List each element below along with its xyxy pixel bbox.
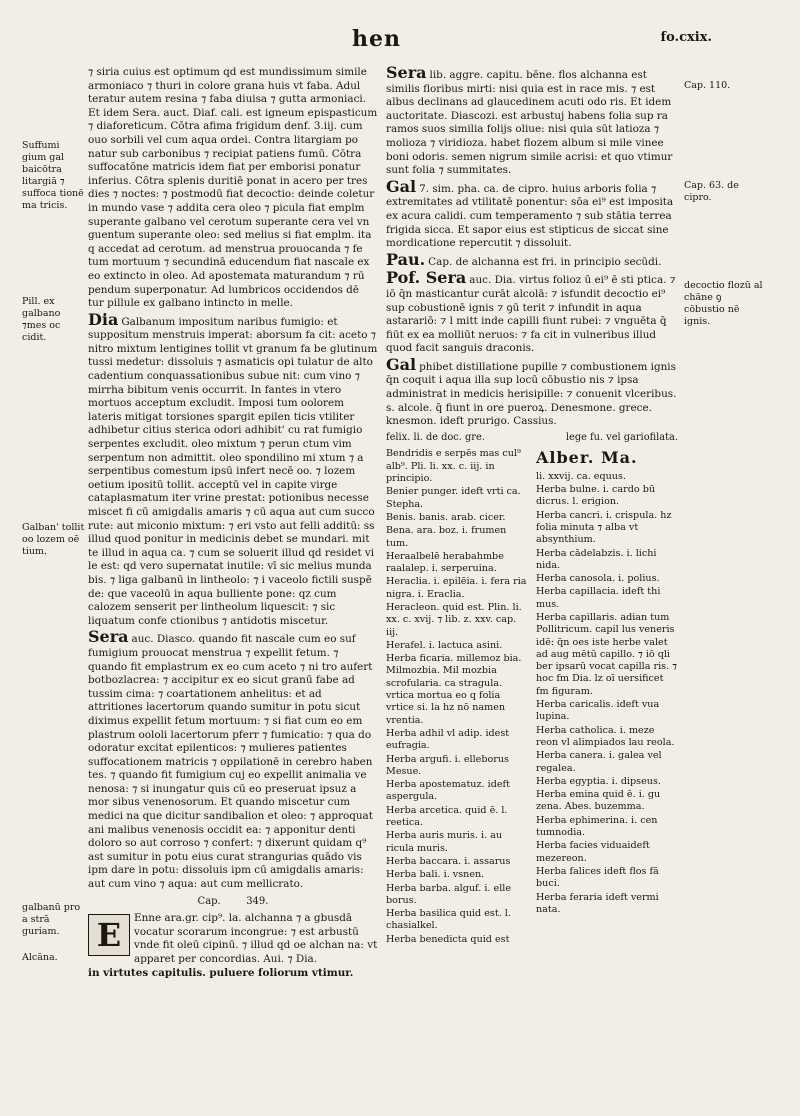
glossary-entry: Herba ficaria. millemoz bia. Milmozbia. Mil mozbia scrofularia. ca stragula. vrtica mortua eo q folia vrtice si. la hz nō namen vrentia. — [386, 653, 522, 726]
paragraph: E Enne ara.gr. cip⁹. la. alchanna ⁊ a gbusdā vocatur scorarum incongrue: ⁊ est arbustū vnde fit oleū cipinū. ⁊ illud qd oe alchan na: vt apparet per concordias. Aui. ⁊ Dia. — [88, 912, 378, 966]
glossary-entry: Herba ephimerina. i. cen tumnodia. — [536, 814, 658, 839]
glossary-right — [536, 448, 678, 947]
right-margin-note: Cap. 63. de cipro. — [684, 180, 739, 203]
glossary-entry: Herba canera. i. galea vel regalea. — [536, 750, 662, 774]
glossary-entry: Herba benedicta quid est — [386, 933, 510, 945]
glossary-entry: Herba facies viduaideft mezereon. — [536, 840, 650, 864]
paragraph: Dia Galbanum impositum naribus fumigio: et suppositum menstruis imperat: aborsum fa cit: aceto ⁊ nitro mixtum lentigines tollit vt granum fa be glutinum tussi medetur: dissoluis ⁊ asmaticis opi tulatur de alto cadentium conquassationibus subue nit: cum vino ⁊ mirrha bibitum venis occurrit. In fantes in vtero mortuos acceptum excludit. Imposi tum oolorem lateris mitigat torsiones spargit epilen ticis vtiliter adhibetur citius sterica odori adhibit' cu rat fumigio serpentes excludit. oleo mixtum ⁊ perun ctum vim serpentum non admittit. oleo spondilino mi xtum ⁊ a serpentibus comestum ipsū infert necē oo. ⁊ lozem oetium ipositū tollit. acceptū vel in capite virge cataplasmatum iter vrine prestat: potionibus necesse miscet fi cū amigdalis amaris ⁊ cū aqua aut cum succo rute: aut miconio mixtum: ⁊ eri vsto aut felli additū: ss illud quod ponitur in medicinis debet se mundari. mit te illud in aqua ca. ⁊ cum se soluerit illud qd residet vi le est: qd vero supernatat inutile: vī sic melius munda bis. ⁊ liga galbanū in lintheolo: ⁊ i vaceolo fictili suspē de: que vaceolū in aqua bulliente pone: qz cum calozem senserit per lintheolum liquescit: ⁊ sic liquatum confe ctionibus ⁊ antidotis miscetur. — [88, 309, 378, 627]
glossary-entry: Heracleon. quid est. Plin. li. xx. c. xvij. ⁊ lib. z. xxv. cap. iij. — [386, 602, 522, 638]
glossary-entry: Herba falices ideft flos fā buci. — [536, 865, 659, 890]
glossary-entry: Herba feraria ideft vermi nata. — [536, 891, 659, 915]
section-head-alber: Alber. Ma. — [536, 448, 638, 468]
glossary-entry: Benis. banis. arab. cicer. — [386, 511, 506, 523]
left-margin-note: Alcāna. — [22, 952, 58, 963]
glossary-entry: Heraalbelē herabahmbe raalalep. i. serperuina. — [386, 550, 504, 575]
paragraph: ⁊ siria cuius est optimum qd est mundissimum simile armoniaco ⁊ thuri in colore grana huis vt faba. Adul teratur autem resina ⁊ faba diuisa ⁊ gutta armoniaci. Et idem Sera. auct. Diaf. cali. est igneum epispasticum ⁊ diaforeticum. Cōtra afima frigidum denf. 3.iij. cum ouo sorbili vel cum aqua ordei. Contra litargiam po natur sub carbonibus ⁊ recipiat patiens fumū. Cōtra suffocatōne matricis idem fiat per emborisi ponatur inferius. Cōtra splenis duritiē ponat in acero per tres dies ⁊ noctes: ⁊ postmodū fiat decoctio: deinde coletur in mundo vase ⁊ addita cera oleo ⁊ picula fiat emplm superante galbano vel cerotum superante cera vel vn guentum superante oleo: sed melius si fiat emplm. ita q accedat ad cerotum. ad menstrua prouocanda ⁊ fe tum mortuum ⁊ secundinā educendum fiat nascale ex eo extincto in oleo. Ad apostemata maturandum ⁊ rū pendum superponatur. Ad lumbricos occidendos dē tur pillule ex galbano intincto in melle. — [88, 66, 378, 310]
glossary-entry: Herba canosola. i. polius. — [536, 573, 660, 585]
section-head-dia: Dia — [88, 309, 119, 329]
right-margin-note: decoctio flozū al chāne ꝯ cōbustio nē ignis. — [684, 280, 763, 327]
left-margin-note: Galban' tollit oo lozem oē tium. — [22, 522, 85, 557]
glossary-entry: Herba basilica quid est. l. chasialkel. — [386, 908, 511, 932]
glossary-entry: Herba cādelabzis. i. lichi nida. — [536, 547, 657, 571]
glossary-entry: Herba barba. alguf. i. elle borus. — [386, 882, 512, 906]
glossary-entry: Herba capillaris. adian tum Pollitricum. capil lus veneris idē: q̄n oes iste herbe valet ad aug mētū capillo. ⁊ iō qli ber ipsarū vocat capilla ris. ⁊ hoc fm Dia. lz oī uersificet fm figuram. — [536, 612, 677, 697]
glossary-entry: Herba bali. i. vsnen. — [386, 869, 485, 881]
section-head-pau: Pau. — [386, 249, 426, 269]
felix-line: felix. li. de doc. gre. lege fu. vel gariofilata. — [386, 431, 678, 443]
glossary-entry: Herba bulne. i. cardo bū dicrus. l. erigion. — [536, 484, 656, 508]
glossary-entry: Herba egyptia. i. dipseus. — [536, 775, 661, 787]
paragraph: in virtutes capitulis. puluere foliorum vtimur. — [88, 966, 354, 979]
section-head-gal: Gal — [386, 176, 417, 196]
glossary-columns — [386, 448, 678, 947]
glossary-entry: Herba auris muris. i. au ricula muris. — [386, 830, 503, 854]
glossary-entry: Herba catholica. i. meze reon vl alimpiados lau reola. — [536, 724, 675, 748]
section-head-pof-sera: Pof. Sera — [386, 268, 467, 288]
running-head: hen — [352, 26, 401, 52]
section-head-gal: Gal — [386, 354, 417, 374]
left-margin-note: Suffumi gium gal baicōtra litargiā ⁊ suffoca tionē ma tricis. — [22, 140, 84, 211]
paragraph: Gal 7. sim. pha. ca. de cipro. huius arboris folia ⁊ extremitates ad vtilitatē ponentur: sōa ei⁹ est imposita ex acura calidi. cum temperamento ⁊ sub stātia terrea frigida sicca. Et sapor eius est stipticus de siccat sine mordicatione repercutit ⁊ dissoluit. — [386, 176, 674, 250]
glossary-entry: Herba argufi. i. elleborus Mesue. — [386, 753, 509, 777]
glossary-entry: Herba adhil vl adip. idest eufragia. — [386, 727, 510, 752]
glossary-entry: Herba baccara. i. assarus — [386, 855, 511, 867]
paragraph: Pof. Sera auc. Dia. virtus folioz ū ei⁹ ē sti ptica. ⁊ iō q̄n masticantur curāt alcolā: ⁊ isfundit decoctio ei⁹ sup cobustionē ignis ⁊ ꝯū terit ⁊ infundit in aqua astarariō: ⁊ l mitt inde capilli fiunt rubei: ⁊ vnguēta q̄ fiūt ex ea molliūt neruos: ⁊ fa cit in vulneribus illud quod facit sanguis draconis. — [386, 268, 676, 355]
glossary-entry: Benier punger. ideft vrti ca. Stepha. — [386, 486, 521, 510]
section-head-sera: Sera — [88, 627, 129, 647]
left-margin-note: Pill. ex galbano ⁊mes oc cidit. — [22, 296, 61, 343]
paragraph: Pau. Cap. de alchanna est fri. in principio secūdi. — [386, 249, 662, 269]
glossary-entry: Bendridis e serpēs mas cul⁹ alb⁹. Pli. li. xx. c. iij. in principio. — [386, 448, 521, 485]
middle-column — [386, 63, 678, 947]
left-column — [88, 66, 378, 980]
folio-number: fo.cxix. — [660, 30, 712, 45]
paragraph: Gal phibet distillatione pupille ⁊ combustionem ignis q̄n coquit i aqua illa sup locū cōbustio nis ⁊ ipsa administrat in medicis herisipille: ⁊ conuenit vlceribus. s. alcole. q̄ fiunt in ore pueroꝝ. Denesmone. grece. knesmon. ideft prurigo. Cassius. — [386, 354, 677, 428]
glossary-entry: Herafel. i. lactuca asini. — [386, 639, 503, 651]
paragraph: Sera auc. Diasco. quando fit nascale cum eo suf fumigium prouocat menstrua ⁊ expellit fetum. ⁊ quando fit emplastrum ex eo cum aceto ⁊ ni tro aufert botbozlacrea: ⁊ accipitur ex eo sicut granū fabe ad tussim cima: ⁊ coartationem anhelitus: et ad attritiones lacertorum quando sumitur in potu sicut diximus expellit fetum mortuum: ⁊ si fiat cum eo em plastrum oololi lacertorum pferr ⁊ fumicatio: ⁊ qua do odoratur excitat epilenticos: ⁊ mulieres patientes suffocationem matricis ⁊ oppilationē in cerebro haben tes. ⁊ quando fit fumigium cuj eo expellit animalia ve nenosa: ⁊ si inungatur quis cū eo preseruat ipsuz a mor sibus venenosorum. Et quando miscetur cum medici na que dicitur sandibalion et oleo: ⁊ approquat ani malibus venenosis occidit ea: ⁊ apponitur denti doloro so aut corroso ⁊ confert: ⁊ dixerunt quidam q⁹ ast sumitur in potu eius curat strangurias quādo vis ipm dare in potu: dissoluis ipm cū amigdalis amaris: aut cum vino ⁊ aqua: aut cum mellicrato. — [88, 627, 373, 891]
glossary-entry: Herba capillacia. ideft thi mus. — [536, 586, 661, 610]
glossary-entry: Bena. ara. boz. i. frumen tum. — [386, 525, 507, 549]
glossary-entry: Herba arcetica. quid ē. l. reetica. — [386, 804, 508, 829]
chapter-number: Cap. 349. — [197, 895, 269, 907]
glossary-entry: li. xxvij. ca. equus. — [536, 470, 626, 482]
glossary-entry: Heraclia. i. epilēia. i. fera ria nigra. i. Eraclia. — [386, 576, 527, 600]
right-margin-note: Cap. 110. — [684, 80, 731, 91]
glossary-entry: Herba emina quid ē. i. gu zena. Abes. buzemma. — [536, 789, 661, 813]
decorated-initial: E — [88, 914, 130, 956]
paragraph: Sera lib. aggre. capitu. bēne. flos alchanna est similis floribus mirti: nisi quia est in race mis. ⁊ est albus declinans ad glaucedinem acuti odo ris. Et idem auctoritate. Diascozi. est arbustuj habens folia sup ra ramos suos similia folijs oliue: nisi quia sūt latioza ⁊ molioza ⁊ viridioza. habet flozem album si mile vinee boni odoris. semen nigrum simile acrisi: et quo vtimur sunt folia ⁊ summitates. — [386, 63, 673, 177]
glossary-entry: Herba apostematuz. ideft aspergula. — [386, 779, 510, 803]
glossary-left — [386, 448, 528, 947]
glossary-entry: Herba cancri. i. crispula. hz folia minuta ⁊ alba vt absynthium. — [536, 509, 672, 546]
glossary-entry: Herba caricalis. ideft vua lupina. — [536, 699, 660, 723]
section-head-sera: Sera — [386, 63, 427, 82]
left-margin-note: galbanū pro a strā guriam. — [22, 902, 81, 937]
